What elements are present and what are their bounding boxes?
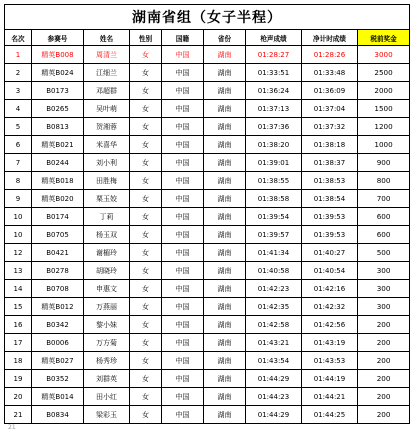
cell-net-time: 01:44:19 xyxy=(302,370,358,388)
header-net-time: 净计时成绩 xyxy=(302,30,358,46)
cell-nationality: 中国 xyxy=(162,262,204,280)
cell-rank: 19 xyxy=(5,370,32,388)
cell-bib: 精英B008 xyxy=(32,46,84,64)
cell-name: 刘小利 xyxy=(84,154,130,172)
cell-sex: 女 xyxy=(130,334,162,352)
header-prize: 税前奖金 xyxy=(358,30,410,46)
cell-nationality: 中国 xyxy=(162,298,204,316)
cell-province: 湖南 xyxy=(204,352,246,370)
cell-nationality: 中国 xyxy=(162,316,204,334)
cell-name: 邓超群 xyxy=(84,82,130,100)
table-row xyxy=(5,352,410,370)
cell-net-time: 01:39:53 xyxy=(302,226,358,244)
cell-bib: B0834 xyxy=(32,406,84,424)
cell-bib: 精英B012 xyxy=(32,298,84,316)
cell-nationality: 中国 xyxy=(162,154,204,172)
cell-net-time: 01:38:54 xyxy=(302,190,358,208)
cell-province: 湖南 xyxy=(204,244,246,262)
cell-nationality: 中国 xyxy=(162,46,204,64)
cell-nationality: 中国 xyxy=(162,100,204,118)
header-row xyxy=(5,30,410,46)
table-row xyxy=(5,298,410,316)
cell-gun-time: 01:38:20 xyxy=(246,136,302,154)
table-row xyxy=(5,172,410,190)
cell-prize: 2500 xyxy=(358,64,410,82)
cell-gun-time: 01:43:54 xyxy=(246,352,302,370)
cell-name: 申惠文 xyxy=(84,280,130,298)
cell-sex: 女 xyxy=(130,82,162,100)
table-row xyxy=(5,118,410,136)
cell-prize: 200 xyxy=(358,388,410,406)
cell-rank: 16 xyxy=(5,316,32,334)
cell-gun-time: 01:43:21 xyxy=(246,334,302,352)
header-sex: 性别 xyxy=(130,30,162,46)
cell-name: 贺湘蓉 xyxy=(84,118,130,136)
cell-bib: 精英B021 xyxy=(32,136,84,154)
cell-sex: 女 xyxy=(130,226,162,244)
cell-bib: 精英B020 xyxy=(32,190,84,208)
table-row xyxy=(5,208,410,226)
cell-province: 湖南 xyxy=(204,82,246,100)
cell-nationality: 中国 xyxy=(162,190,204,208)
table-row xyxy=(5,226,410,244)
cell-sex: 女 xyxy=(130,64,162,82)
table-body xyxy=(5,46,410,424)
cell-bib: B0265 xyxy=(32,100,84,118)
cell-gun-time: 01:40:58 xyxy=(246,262,302,280)
cell-bib: B0708 xyxy=(32,280,84,298)
cell-prize: 200 xyxy=(358,406,410,424)
table-row xyxy=(5,262,410,280)
cell-rank: 5 xyxy=(5,118,32,136)
cell-net-time: 01:36:09 xyxy=(302,82,358,100)
cell-prize: 200 xyxy=(358,334,410,352)
cell-sex: 女 xyxy=(130,118,162,136)
cell-sex: 女 xyxy=(130,352,162,370)
cell-name: 黎小妹 xyxy=(84,316,130,334)
table-row xyxy=(5,46,410,64)
cell-province: 湖南 xyxy=(204,280,246,298)
cell-name: 田胜梅 xyxy=(84,172,130,190)
cell-rank: 10 xyxy=(5,226,32,244)
table-row xyxy=(5,136,410,154)
table-row xyxy=(5,100,410,118)
cell-nationality: 中国 xyxy=(162,334,204,352)
cell-nationality: 中国 xyxy=(162,388,204,406)
cell-name: 周清兰 xyxy=(84,46,130,64)
cell-gun-time: 01:28:27 xyxy=(246,46,302,64)
cell-net-time: 01:43:53 xyxy=(302,352,358,370)
cell-sex: 女 xyxy=(130,154,162,172)
cell-name: 梁彩玉 xyxy=(84,406,130,424)
cell-name: 吴叶萌 xyxy=(84,100,130,118)
cell-prize: 800 xyxy=(358,172,410,190)
cell-nationality: 中国 xyxy=(162,244,204,262)
cell-rank: 9 xyxy=(5,190,32,208)
table-title: 湖南省组（女子半程） xyxy=(5,5,410,30)
cell-nationality: 中国 xyxy=(162,352,204,370)
cell-gun-time: 01:44:29 xyxy=(246,370,302,388)
cell-province: 湖南 xyxy=(204,226,246,244)
cell-prize: 200 xyxy=(358,370,410,388)
cell-province: 湖南 xyxy=(204,334,246,352)
cell-gun-time: 01:33:51 xyxy=(246,64,302,82)
cell-sex: 女 xyxy=(130,190,162,208)
watermark: 21 xyxy=(8,424,16,431)
cell-gun-time: 01:39:57 xyxy=(246,226,302,244)
cell-gun-time: 01:42:58 xyxy=(246,316,302,334)
cell-province: 湖南 xyxy=(204,190,246,208)
cell-rank: 8 xyxy=(5,172,32,190)
cell-bib: 精英B024 xyxy=(32,64,84,82)
cell-nationality: 中国 xyxy=(162,82,204,100)
cell-sex: 女 xyxy=(130,316,162,334)
cell-prize: 300 xyxy=(358,280,410,298)
cell-rank: 17 xyxy=(5,334,32,352)
cell-sex: 女 xyxy=(130,100,162,118)
cell-bib: B0352 xyxy=(32,370,84,388)
table-row xyxy=(5,406,410,424)
cell-province: 湖南 xyxy=(204,46,246,64)
cell-prize: 700 xyxy=(358,190,410,208)
cell-bib: B0705 xyxy=(32,226,84,244)
cell-nationality: 中国 xyxy=(162,406,204,424)
table-row xyxy=(5,190,410,208)
cell-net-time: 01:44:25 xyxy=(302,406,358,424)
cell-bib: B0244 xyxy=(32,154,84,172)
cell-gun-time: 01:41:34 xyxy=(246,244,302,262)
cell-bib: B0006 xyxy=(32,334,84,352)
cell-name: 万燕丽 xyxy=(84,298,130,316)
cell-net-time: 01:44:21 xyxy=(302,388,358,406)
cell-sex: 女 xyxy=(130,46,162,64)
cell-rank: 4 xyxy=(5,100,32,118)
table-row xyxy=(5,64,410,82)
cell-sex: 女 xyxy=(130,208,162,226)
table-row xyxy=(5,334,410,352)
cell-bib: 精英B027 xyxy=(32,352,84,370)
cell-prize: 1200 xyxy=(358,118,410,136)
cell-sex: 女 xyxy=(130,388,162,406)
cell-province: 湖南 xyxy=(204,370,246,388)
cell-sex: 女 xyxy=(130,298,162,316)
cell-province: 湖南 xyxy=(204,64,246,82)
cell-gun-time: 01:36:24 xyxy=(246,82,302,100)
cell-name: 栗玉姣 xyxy=(84,190,130,208)
cell-rank: 18 xyxy=(5,352,32,370)
cell-nationality: 中国 xyxy=(162,370,204,388)
cell-gun-time: 01:42:35 xyxy=(246,298,302,316)
table-row xyxy=(5,280,410,298)
cell-net-time: 01:42:32 xyxy=(302,298,358,316)
header-province: 省份 xyxy=(204,30,246,46)
cell-rank: 3 xyxy=(5,82,32,100)
cell-sex: 女 xyxy=(130,370,162,388)
cell-gun-time: 01:38:55 xyxy=(246,172,302,190)
cell-prize: 200 xyxy=(358,316,410,334)
header-bib: 参赛号 xyxy=(32,30,84,46)
cell-province: 湖南 xyxy=(204,262,246,280)
cell-name: 江细兰 xyxy=(84,64,130,82)
cell-prize: 2000 xyxy=(358,82,410,100)
cell-name: 胡晓玲 xyxy=(84,262,130,280)
header-rank: 名次 xyxy=(5,30,32,46)
cell-net-time: 01:38:53 xyxy=(302,172,358,190)
cell-bib: B0173 xyxy=(32,82,84,100)
cell-nationality: 中国 xyxy=(162,208,204,226)
cell-gun-time: 01:39:01 xyxy=(246,154,302,172)
cell-bib: B0813 xyxy=(32,118,84,136)
cell-name: 田小红 xyxy=(84,388,130,406)
cell-nationality: 中国 xyxy=(162,118,204,136)
cell-rank: 20 xyxy=(5,388,32,406)
cell-province: 湖南 xyxy=(204,136,246,154)
cell-net-time: 01:37:32 xyxy=(302,118,358,136)
cell-bib: B0174 xyxy=(32,208,84,226)
table-row xyxy=(5,82,410,100)
cell-nationality: 中国 xyxy=(162,172,204,190)
cell-name: 米喜华 xyxy=(84,136,130,154)
cell-sex: 女 xyxy=(130,262,162,280)
results-table xyxy=(4,4,410,424)
cell-net-time: 01:40:54 xyxy=(302,262,358,280)
cell-province: 湖南 xyxy=(204,208,246,226)
cell-gun-time: 01:44:23 xyxy=(246,388,302,406)
cell-gun-time: 01:38:58 xyxy=(246,190,302,208)
cell-gun-time: 01:39:54 xyxy=(246,208,302,226)
cell-name: 万方菊 xyxy=(84,334,130,352)
cell-net-time: 01:38:37 xyxy=(302,154,358,172)
table-row xyxy=(5,370,410,388)
cell-sex: 女 xyxy=(130,136,162,154)
cell-rank: 13 xyxy=(5,262,32,280)
cell-province: 湖南 xyxy=(204,388,246,406)
cell-name: 杨秀珍 xyxy=(84,352,130,370)
cell-prize: 300 xyxy=(358,262,410,280)
cell-net-time: 01:40:27 xyxy=(302,244,358,262)
cell-nationality: 中国 xyxy=(162,64,204,82)
results-sheet xyxy=(4,4,409,424)
cell-prize: 1000 xyxy=(358,136,410,154)
cell-rank: 1 xyxy=(5,46,32,64)
cell-sex: 女 xyxy=(130,244,162,262)
cell-net-time: 01:38:18 xyxy=(302,136,358,154)
cell-rank: 12 xyxy=(5,244,32,262)
cell-province: 湖南 xyxy=(204,172,246,190)
cell-net-time: 01:39:53 xyxy=(302,208,358,226)
table-row xyxy=(5,316,410,334)
cell-rank: 2 xyxy=(5,64,32,82)
cell-province: 湖南 xyxy=(204,316,246,334)
cell-nationality: 中国 xyxy=(162,226,204,244)
cell-sex: 女 xyxy=(130,280,162,298)
cell-name: 丁莉 xyxy=(84,208,130,226)
cell-prize: 600 xyxy=(358,226,410,244)
table-row xyxy=(5,388,410,406)
cell-rank: 7 xyxy=(5,154,32,172)
cell-province: 湖南 xyxy=(204,298,246,316)
cell-prize: 200 xyxy=(358,352,410,370)
cell-bib: 精英B014 xyxy=(32,388,84,406)
cell-name: 杨玉双 xyxy=(84,226,130,244)
cell-province: 湖南 xyxy=(204,118,246,136)
header-nationality: 国籍 xyxy=(162,30,204,46)
cell-prize: 1500 xyxy=(358,100,410,118)
cell-prize: 3000 xyxy=(358,46,410,64)
cell-bib: B0421 xyxy=(32,244,84,262)
cell-gun-time: 01:42:23 xyxy=(246,280,302,298)
table-row xyxy=(5,154,410,172)
cell-net-time: 01:42:16 xyxy=(302,280,358,298)
cell-net-time: 01:33:48 xyxy=(302,64,358,82)
cell-province: 湖南 xyxy=(204,154,246,172)
cell-bib: B0278 xyxy=(32,262,84,280)
cell-rank: 14 xyxy=(5,280,32,298)
cell-gun-time: 01:37:13 xyxy=(246,100,302,118)
cell-prize: 500 xyxy=(358,244,410,262)
table-row xyxy=(5,244,410,262)
header-gun-time: 枪声成绩 xyxy=(246,30,302,46)
cell-province: 湖南 xyxy=(204,406,246,424)
cell-rank: 15 xyxy=(5,298,32,316)
cell-province: 湖南 xyxy=(204,100,246,118)
cell-sex: 女 xyxy=(130,406,162,424)
cell-rank: 6 xyxy=(5,136,32,154)
cell-gun-time: 01:37:36 xyxy=(246,118,302,136)
cell-prize: 900 xyxy=(358,154,410,172)
cell-sex: 女 xyxy=(130,172,162,190)
cell-name: 刘群英 xyxy=(84,370,130,388)
cell-nationality: 中国 xyxy=(162,136,204,154)
cell-rank: 10 xyxy=(5,208,32,226)
cell-gun-time: 01:44:29 xyxy=(246,406,302,424)
cell-prize: 600 xyxy=(358,208,410,226)
cell-net-time: 01:37:04 xyxy=(302,100,358,118)
cell-net-time: 01:28:26 xyxy=(302,46,358,64)
header-name: 姓名 xyxy=(84,30,130,46)
cell-prize: 300 xyxy=(358,298,410,316)
cell-net-time: 01:42:56 xyxy=(302,316,358,334)
cell-net-time: 01:43:19 xyxy=(302,334,358,352)
cell-bib: 精英B018 xyxy=(32,172,84,190)
cell-nationality: 中国 xyxy=(162,280,204,298)
cell-name: 谢楣玲 xyxy=(84,244,130,262)
cell-rank: 21 xyxy=(5,406,32,424)
cell-bib: B0342 xyxy=(32,316,84,334)
